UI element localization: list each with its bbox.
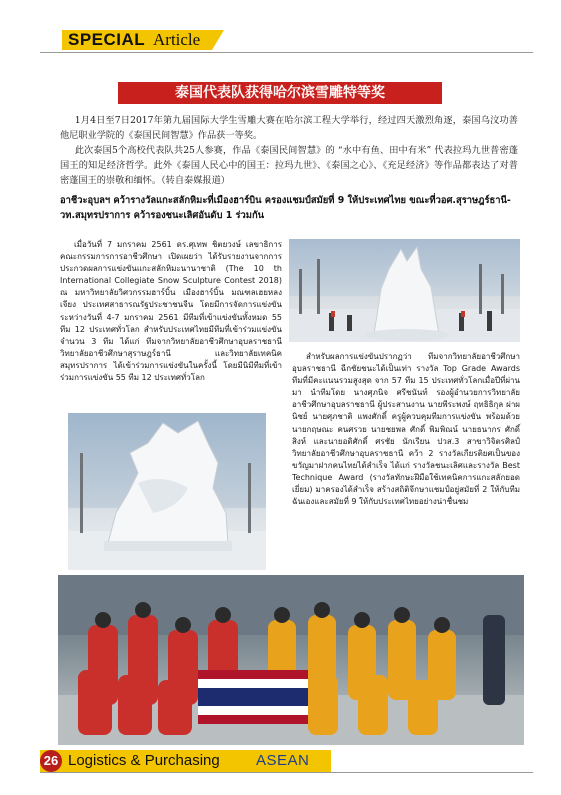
- section-label: SPECIAL: [68, 30, 146, 49]
- article-title: 泰国代表队获得哈尔滨雪雕特等奖: [175, 85, 385, 101]
- magazine-edition: ASEAN: [256, 752, 310, 769]
- category-label: Article: [153, 30, 201, 49]
- body-paragraph: สำหรับผลการแข่งขันปรากฏว่า ทีมจากวิทยาลัยอาชีวศึกษาอุบลราชธานี ฉีกชัยชนะได้เป็นเท่า รางวัล Top Grade Awards ทีมที่มีคะแนนรวมสูงสุด จาก 57 ทีม 15 ประเทศทั่วโลกเมื่อปีที่ผ่านมา นำทีมโดย นางศุภนิจ ศรีชนันท์ รองผู้อำนวยการวิทยาลัยอาชีวศึกษาอุบลราชธานี ผู้ประสานงาน นายพีระพงษ์ ฤทธิธิกุล ผ่าผนิชย์ นายศุภชาติ แพงศักดิ์ ครูผู้ควบคุมทีมการแข่งขัน พร้อมด้วย นายกฤษณะ คนศรวย นายชยพล ศักดิ์ พิมพิณน์ นายธนากร ศักดิ์สิงห์ และนายอดิศักดิ์ ศรชัย นักเรียน ปวส.3 สาขาวิจิตรศิลป์ วิทยาลัยอาชีวศึกษาอุบลราชธานี คว้า 2 รางวัลเกียรติยศเป็นของขวัญมาฝากคนไทยได้สำเร็จ ได้แก่ รางวัลชนะเลิศและรางวัล Best Technique Award (รางวัลทักษะฝีมือใช้เทคนิคการแกะสลักยอดเยี่ยม) มาครองได้สำเร็จ สร้างสถิติจีกษาแชมป์อยู่สมัยที่ 2 ให้กับทีมฉันเองและสมัยที่ 9 ให้กับประเทศไทยอย่างน่าชื่นชม: [292, 352, 520, 507]
- page-number: 26: [40, 750, 62, 772]
- team-group-photo: [58, 575, 524, 745]
- photo-illustration: [68, 413, 266, 570]
- chinese-summary: [60, 113, 518, 188]
- article-lead: อาชีวะอุบลฯ คว้ารางวัลแกะสลักหิมะที่เมืองฮาร์บิน ครองแชมป์สมัยที่ 9 ให้ประเทศไทย ขณะที่วอศ.สุราษฎร์ธานี-วท.สมุทรปราการ คว้ารองชนะเลิศอันดับ 1 ร่วมกัน: [60, 195, 511, 221]
- photo-illustration: [289, 239, 520, 342]
- header-divider: [40, 52, 533, 53]
- snow-sculpture-photo-1: [289, 239, 520, 342]
- footer-divider: [40, 772, 533, 773]
- chinese-paragraph: 1月4日至7日2017年第九届国际大学生雪雕大赛在哈尔滨工程大学举行，经过四天激烈角逐，泰国乌汶功善他尼职业学院的《泰国民间智慧》作品获一等奖。: [60, 115, 518, 141]
- snow-sculpture-photo-2: [68, 413, 266, 570]
- body-paragraph: เมื่อวันที่ 7 มกราคม 2561 ดร.ศุเทพ ชิตยวงษ์ เลขาธิการคณะกรรมการการอาชีวศึกษา เปิดเผยว่า ได้รับรายงานจากการประกวดผลการแข่งขันแกะสลักหิมะนานาชาติ (The 10 th International Collegiate Snow Sculpture Contest 2018) ณ มหาวิทยาลัยวิศวกรรมฮาร์บิ้น เมืองฮาร์บิ้น มณฑลเฮยหลงเจียง ประเทศสาธารณรัฐประชาชนจีน โดยมีการจัดการแข่งขันระหว่างวันที่ 4-7 มกราคม 2561 มีทีมที่เข้าแข่งขันทั้งหมด 55 ทีม 12 ประเทศทั่วโลก สำหรับประเทศไทยมีทีมที่เข้าร่วมแข่งขันจำนวน 3 ทีม ได้แก่ ทีมจากวิทยาลัยอาชีวศึกษาอุบลราชธานี วิทยาลัยอาชีวศึกษาสุราษฎร์ธานี และวิทยาลัยเทคนิคสมุทรปราการ ได้เข้าร่วมการแข่งขันในครั้งนี้ โดยมีนิมีทีมที่เข้าร่วมการแข่งขัน 55 ทีม 12 ประเทศทั่วโลก: [60, 240, 282, 383]
- body-column-right: [292, 351, 520, 508]
- magazine-title: Logistics & Purchasing: [68, 752, 220, 769]
- chinese-paragraph: 此次泰国5个高校代表队共25人参赛，作品《泰国民间智慧》的 “水中有鱼、田中有米” 代表拉玛九世普密蓬国王的知足经济哲学。此外《泰国人民心中的国王：拉玛九世》、《泰国之心》、《充足经济》等作品都表达了对普密蓬国王的崇敬和缅怀。（转自泰媒报道）: [60, 145, 518, 186]
- photo-illustration: [58, 575, 524, 745]
- body-column-left: [60, 239, 282, 384]
